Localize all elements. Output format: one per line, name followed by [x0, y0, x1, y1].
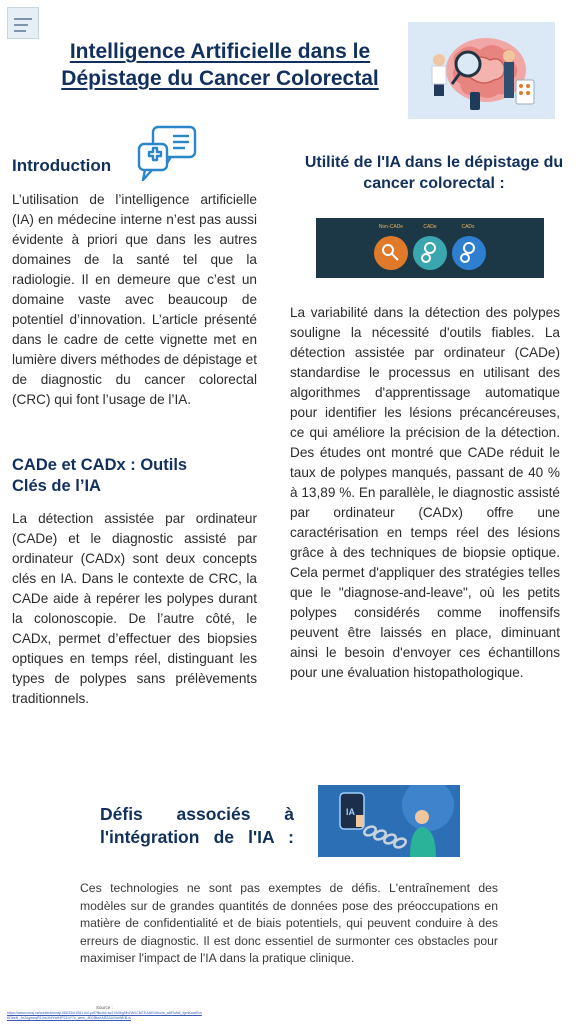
utilite-heading: Utilité de l'IA dans le dépistage du cancer colorectal :: [304, 154, 564, 192]
defis-text: Ces technologies ne sont pas exemptes de défis. L'entraînement des modèles sur de grandes quantités de données pose des préoccupations en matière de confidentialité et de biais potentiels, qui peuvent conduire à des erreurs de diagnostic. Il est donc essentiel de surmonter ces obstacles pour maximiser l'impact de l'IA dans la pratique clinique.: [80, 881, 498, 965]
diagram-label-cade: CADe: [423, 224, 437, 230]
introduction-heading: Introduction: [12, 156, 112, 175]
non-cade-circle: [374, 236, 408, 270]
logo-icon: [7, 7, 39, 39]
source-link[interactable]: https://www.cmaj.ca/content/cmaj/196/33/e1081.full.pdf?flkclid=IwZXh0bgNhZW0CMTEAAR3Hczie_aDRoN6_fgmKwaRvhKDkeN_Jn2ogmnqR1VmXbfYaH4P21hY7c_aem_JKGlBaXAR2AU0xkWKB-w: [7, 1011, 202, 1020]
cade-circle: [413, 236, 447, 270]
page-title: Intelligence Artificielle dans le Dépistage du Cancer Colorectal: [61, 40, 379, 90]
source-label: Source :: [96, 1005, 113, 1010]
diagram-label-cadx: CADx: [461, 224, 475, 230]
cadx-circle: [452, 236, 486, 270]
cade-text: La détection assistée par ordinateur (CADe) et le diagnostic assisté par ordinateur (CADx) sont deux concepts clés en IA. Dans le contexte de CRC, la CADe aide à repérer les polypes durant la colonoscopie. De l’autre côté, le CADx, permet d’effectuer des biopsies optiques en temps réel, distinguant les types de polypes sans prélèvements traditionnels.: [12, 511, 257, 706]
introduction-text: L’utilisation de l’intelligence artificielle (IA) en médecine interne n’est pas aussi évidente à priori que dans les autres domaines de la santé tel que la radiologie. Il en demeure que c’est un domaine vaste avec beaucoup de potentiel d’innovation. L’article présenté dans le cadre de cette vignette met en lumière divers méthodes de dépistage et de diagnostic du cancer colorectal (CRC) qui font l’usage de l’IA.: [12, 192, 257, 407]
ai-badge-text: IA: [346, 807, 355, 817]
utilite-text: La variabilité dans la détection des polypes souligne la nécessité d'outils fiables. La détection assistée par ordinateur (CADe) standardise le processus en utilisant des algorithmes d'apprentissage automatique pour identifier les lésions précancéreuses, ce qui améliore la précision de la détection. Des études ont montré que CADe réduit le taux de polypes manqués, passant de 40 % à 13,89 %. En parallèle, le diagnostic assisté par ordinateur (CADx) offre une caractérisation en temps réel des lésions grâce à des techniques de biopsie optique. Cela permet d'appliquer des stratégies telles que le "diagnose-and-leave", où les petits polypes considérés comme inoffensifs peuvent être laissés en place, diminuant ainsi le besoin d'envoyer ces échantillons pour une évaluation histopathologique.: [290, 305, 560, 680]
defis-heading: Défis associés à l'intégration de l'IA :: [100, 804, 294, 847]
diagram-label-non-cade: Non-CADe: [378, 224, 404, 230]
cade-diagram: [316, 218, 544, 278]
ai-chain-illustration: [318, 785, 460, 857]
chat-medical-icon: [135, 124, 199, 184]
cade-heading: CADe et CADx : Outils Clés de l’IA: [12, 456, 188, 495]
hospital-intestine-illustration: [408, 22, 555, 119]
